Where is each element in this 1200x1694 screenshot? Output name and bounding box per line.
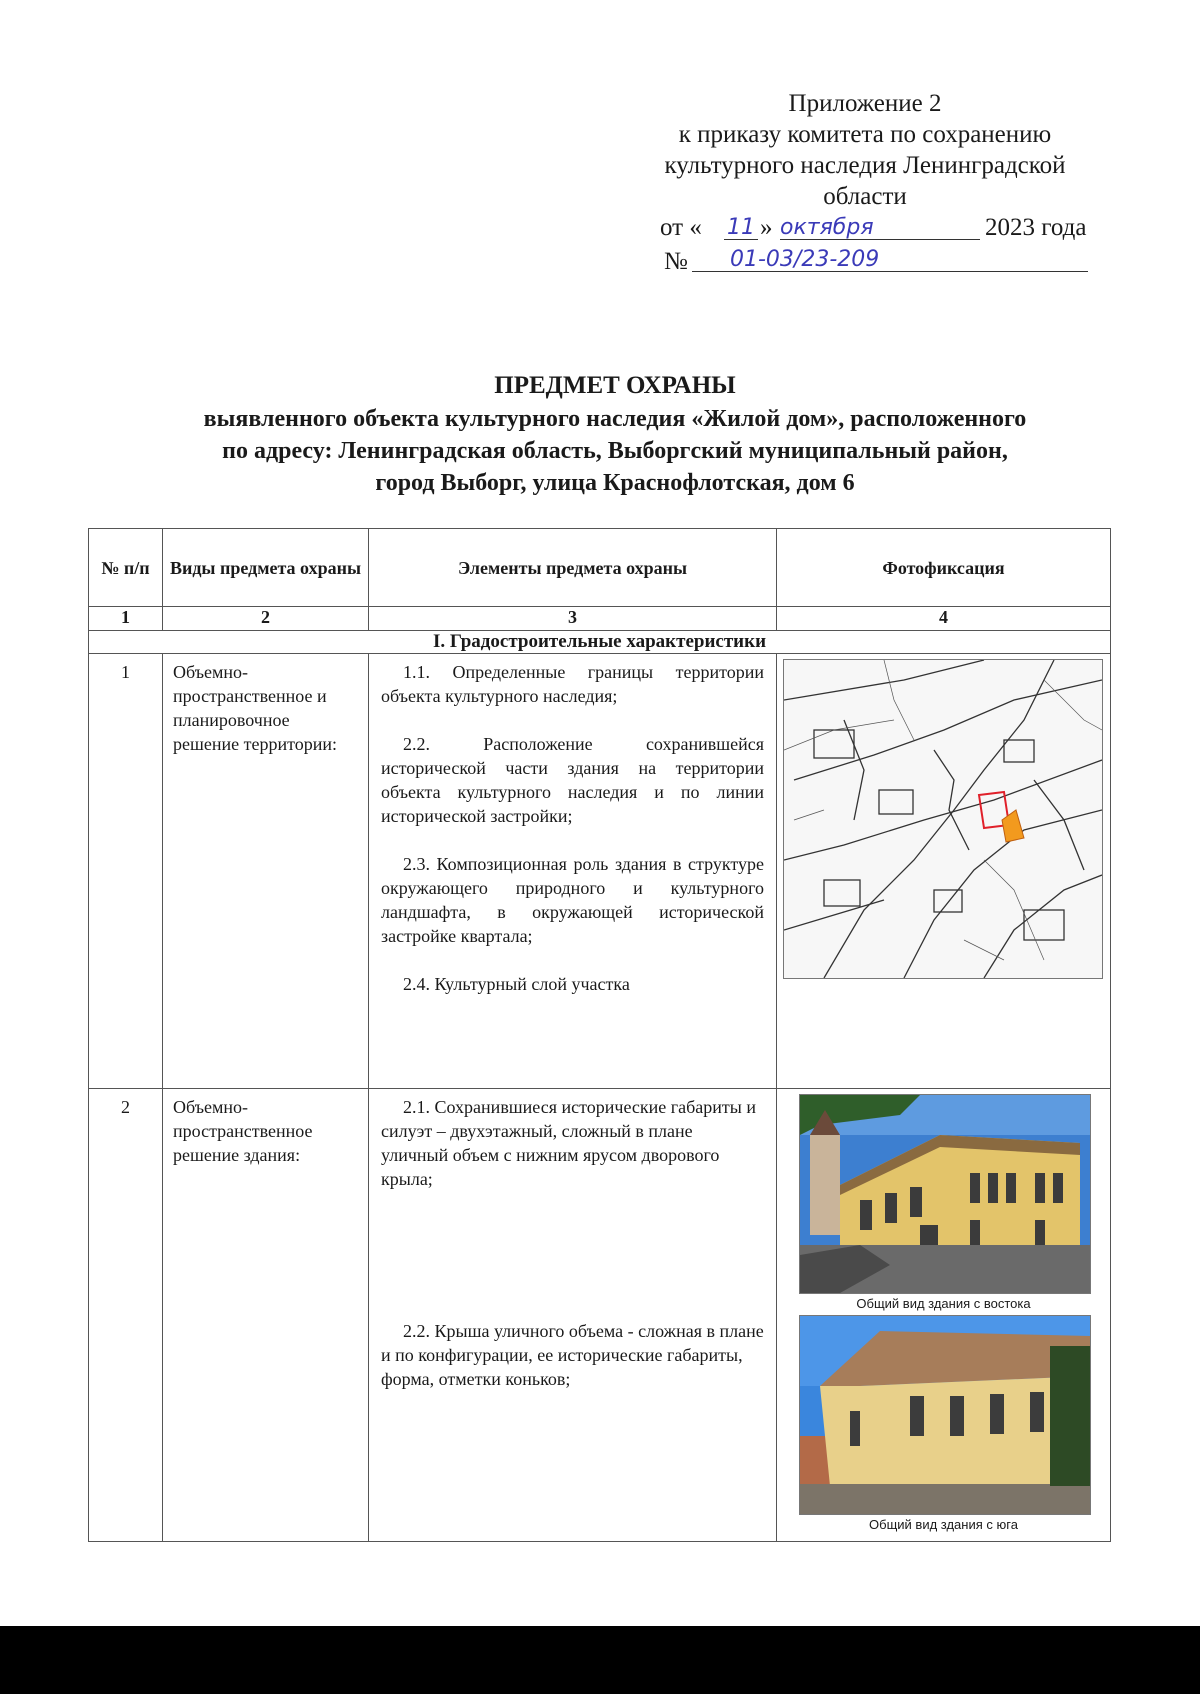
table-header-row (89, 529, 1111, 607)
date-close-quote: » (760, 214, 773, 241)
appendix-block (630, 88, 1100, 274)
date-prefix: от « (660, 214, 702, 241)
section-title: I. Градостроительные характеристики (89, 631, 1111, 654)
protection-table (88, 528, 1111, 1542)
row-elements (369, 1089, 777, 1542)
scan-bottom-border (0, 1626, 1200, 1694)
appendix-line-4: области (823, 183, 907, 210)
situation-map-image (783, 659, 1103, 979)
header-photo: Фотофиксация (777, 529, 1111, 607)
section-row (89, 631, 1111, 654)
col-number: 4 (777, 607, 1111, 631)
element-item: 2.2. Крыша уличного объема - сложная в плане и по конфигурации, ее исторические габариты, форма, отметки коньков; (381, 1321, 764, 1389)
row-kind: Объемно-пространственное решение здания: (163, 1089, 369, 1542)
col-number: 1 (89, 607, 163, 631)
subtitle-line-1: выявленного объекта культурного наследия «Жилой дом», расположенного (203, 406, 1027, 432)
day-underline (724, 239, 758, 240)
south-view-photo (799, 1315, 1091, 1515)
col-number: 3 (369, 607, 777, 631)
element-item: 1.1. Определенные границы территории объекта культурного наследия; (381, 662, 764, 706)
date-day: 11 (727, 215, 755, 240)
document-subtitle (120, 403, 1110, 499)
header-number: № п/п (89, 529, 163, 607)
element-item: 2.3. Композиционная роль здания в структуре окружающего природного и культурного ландшафта, в окружающей исторической застройке квартала; (381, 854, 764, 946)
row-number: 2 (89, 1089, 163, 1542)
col-number: 2 (163, 607, 369, 631)
element-item: 2.2. Расположение сохранившейся исторической части здания на территории объекта культурного наследия и по линии исторической застройки; (381, 734, 764, 826)
subtitle-line-3: город Выборг, улица Краснофлотская, дом 6 (375, 470, 855, 496)
row-number: 1 (89, 654, 163, 1089)
appendix-number-row (630, 243, 1100, 274)
month-underline (780, 239, 980, 240)
column-number-row (89, 607, 1111, 631)
header-kind: Виды предмета охраны (163, 529, 369, 607)
appendix-line-2: к приказу комитета по сохранению (678, 121, 1052, 148)
element-item: 2.1. Сохранившиеся исторические габариты и силуэт – двухэтажный, сложный в плане уличный объем с нижним ярусом дворового крыла; (381, 1097, 756, 1189)
date-month: октября (780, 215, 874, 240)
row-photo (777, 654, 1111, 1089)
date-year: 2023 года (985, 214, 1087, 241)
photo-caption: Общий вид здания с юга (869, 1517, 1018, 1532)
photo-caption: Общий вид здания с востока (856, 1296, 1031, 1311)
subtitle-line-2: по адресу: Ленинградская область, Выборгский муниципальный район, (222, 438, 1008, 464)
appendix-date-row (630, 212, 1100, 243)
appendix-line-3: культурного наследия Ленинградской (664, 152, 1066, 179)
table-row (89, 654, 1111, 1089)
number-underline (692, 271, 1088, 272)
row-kind: Объемно-пространственное и планировочное решение территории: (163, 654, 369, 1089)
east-view-photo (799, 1094, 1091, 1294)
element-item: 2.4. Культурный слой участка (403, 974, 630, 994)
row-elements (369, 654, 777, 1089)
order-number: 01-03/23-209 (730, 247, 880, 272)
header-elements: Элементы предмета охраны (369, 529, 777, 607)
document-title: ПРЕДМЕТ ОХРАНЫ (494, 372, 736, 399)
number-sign: № (664, 248, 688, 275)
table-row (89, 1089, 1111, 1542)
row-photo (777, 1089, 1111, 1542)
appendix-title: Приложение 2 (788, 90, 942, 117)
